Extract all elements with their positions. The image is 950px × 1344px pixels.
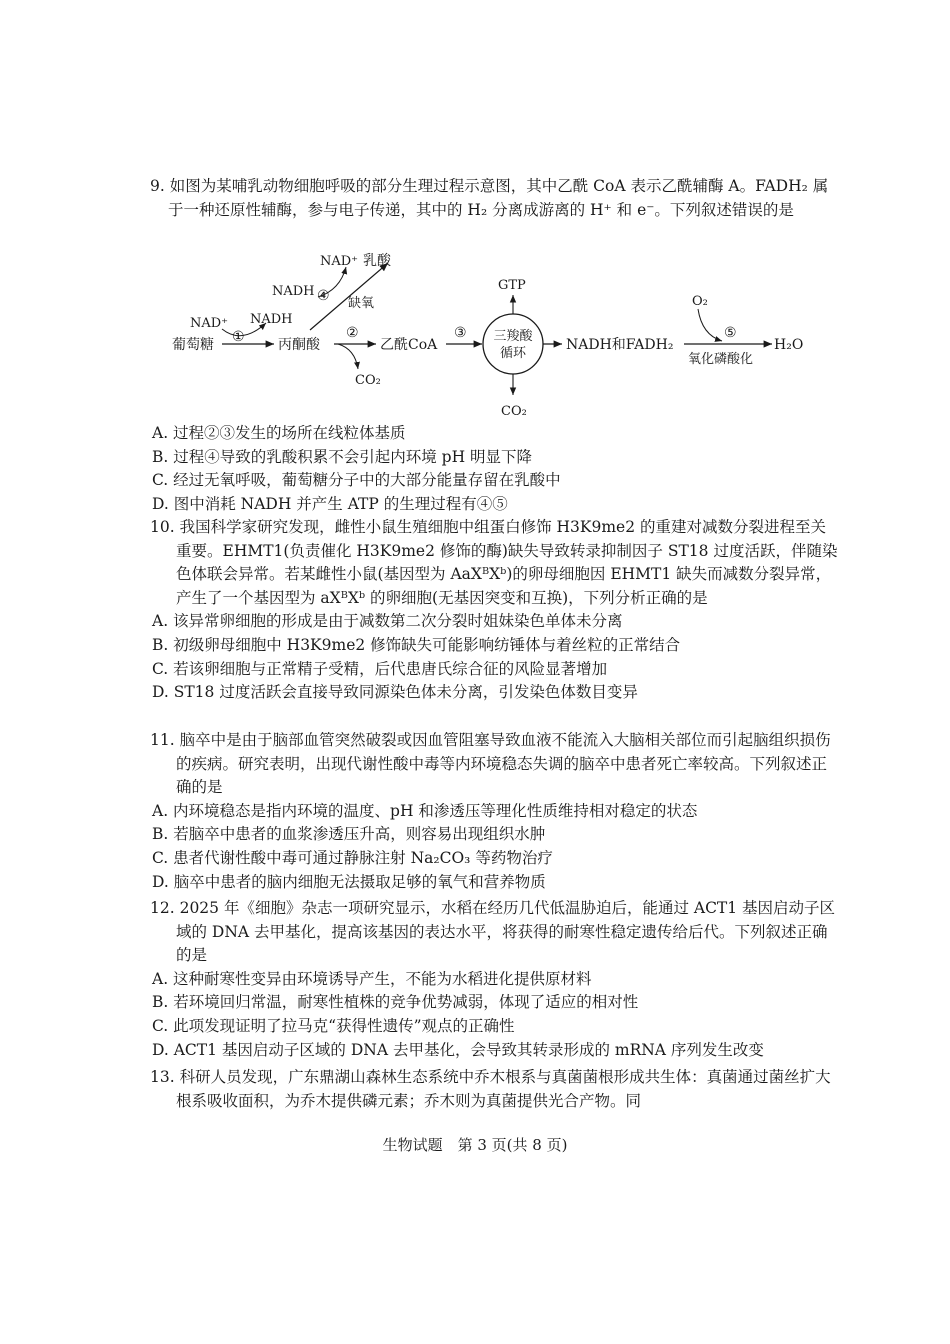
respiration-diagram bbox=[150, 245, 804, 430]
step-2-marker: ② bbox=[346, 325, 359, 341]
tca-label-line1: 三羧酸 bbox=[493, 329, 533, 344]
q9-option-d: D. 图中消耗 NADH 并产生 ATP 的生理过程有④⑤ bbox=[152, 494, 508, 513]
q12-option-d: D. ACT1 基因启动子区域的 DNA 去甲基化，会导致其转录形成的 mRNA 序列发生改变 bbox=[152, 1040, 764, 1059]
co2-label-2: CO₂ bbox=[501, 404, 527, 419]
q11-option-b: B. 若脑卒中患者的血浆渗透压升高，则容易出现组织水肿 bbox=[152, 825, 546, 844]
question-10 bbox=[150, 516, 840, 705]
q11-option-c: C. 患者代谢性酸中毒可通过静脉注射 Na₂CO₃ 等药物治疗 bbox=[152, 848, 553, 867]
tca-label-line2: 循环 bbox=[499, 346, 527, 361]
q9-option-c: C. 经过无氧呼吸，葡萄糖分子中的大部分能量存留在乳酸中 bbox=[152, 471, 561, 490]
pyruvate-label: 丙酮酸 bbox=[278, 337, 320, 353]
question-12 bbox=[150, 897, 840, 1062]
o2-curve bbox=[698, 309, 722, 341]
co2-label-1: CO₂ bbox=[355, 373, 381, 388]
co2-curve-1 bbox=[338, 344, 358, 369]
question-9 bbox=[150, 175, 840, 222]
question-9-stem: 9. 如图为某哺乳动物细胞呼吸的部分生理过程示意图，其中乙酰 CoA 表示乙酰辅酶 A。FADH₂ 属于一种还原性辅酶，参与电子传递，其中的 H₂ 分离成游离的 H⁺ 和 e⁻。下列叙述错误的是 bbox=[150, 177, 829, 219]
q10-option-d: D. ST18 过度活跃会直接导致同源染色体未分离，引发染色体数目变异 bbox=[152, 683, 638, 702]
water-label: H₂O bbox=[774, 337, 804, 353]
nadh-fadh2-label: NADH和FADH₂ bbox=[566, 337, 674, 353]
nad-plus-label-2: NAD⁺ bbox=[320, 254, 359, 269]
gtp-label: GTP bbox=[498, 278, 526, 293]
oxphos-label: 氧化磷酸化 bbox=[688, 352, 754, 367]
question-12-stem: 12. 2025 年《细胞》杂志一项研究显示，水稻在经历几代低温胁迫后，能通过 ACT1 基因启动子区域的 DNA 去甲基化，提高该基因的表达水平，将获得的耐寒性稳定遗传给后代。下列叙述正确的是 bbox=[150, 899, 836, 965]
nadh-label: NADH bbox=[250, 312, 293, 327]
q10-option-a: A. 该异常卵细胞的形成是由于减数第二次分裂时姐妹染色单体未分离 bbox=[152, 612, 623, 631]
question-11 bbox=[150, 729, 840, 894]
nad-plus-label: NAD⁺ bbox=[190, 316, 229, 331]
step-3-marker: ③ bbox=[454, 325, 467, 341]
step-1-marker: ① bbox=[232, 329, 245, 345]
o2-label: O₂ bbox=[692, 294, 708, 309]
question-9-options bbox=[150, 422, 840, 516]
question-10-stem: 10. 我国科学家研究发现，雌性小鼠生殖细胞中组蛋白修饰 H3K9me2 的重建对减数分裂进程至关重要。EHMT1(负责催化 H3K9me2 修饰的酶)缺失导致转录抑制因子 ST18 过度活跃，伴随染色体联会异常。若某雌性小鼠(基因型为 AaXᴮXᵇ)的卵母细胞因 EHMT1 缺失而减数分裂异常，产生了一个基因型为 aXᴮXᵇ 的卵细胞(无基因突变和互换)，下列分析正确的是 bbox=[150, 518, 838, 607]
lactate-label: 乳酸 bbox=[363, 253, 391, 269]
q10-option-c: C. 若该卵细胞与正常精子受精，后代患唐氏综合征的风险显著增加 bbox=[152, 659, 608, 678]
q11-option-a: A. 内环境稳态是指内环境的温度、pH 和渗透压等理化性质维持相对稳定的状态 bbox=[152, 801, 698, 820]
q12-option-c: C. 此项发现证明了拉马克“获得性遗传”观点的正确性 bbox=[152, 1016, 515, 1035]
tca-cycle-circle bbox=[483, 314, 543, 374]
q9-option-b: B. 过程④导致的乳酸积累不会引起内环境 pH 明显下降 bbox=[152, 447, 533, 466]
glucose-label: 葡萄糖 bbox=[172, 337, 214, 353]
q10-option-b: B. 初级卵母细胞中 H3K9me2 修饰缺失可能影响纺锤体与着丝粒的正常结合 bbox=[152, 635, 681, 654]
nadh-label-2: NADH bbox=[272, 284, 315, 299]
q12-option-b: B. 若环境回归常温，耐寒性植株的竞争优势减弱，体现了适应的相对性 bbox=[152, 993, 639, 1012]
step-5-marker: ⑤ bbox=[724, 325, 737, 341]
q9-option-a: A. 过程②③发生的场所在线粒体基质 bbox=[152, 424, 406, 442]
question-11-stem: 11. 脑卒中是由于脑部血管突然破裂或因血管阻塞导致血液不能流入大脑相关部位而引起脑组织损伤的疾病。研究表明，出现代谢性酸中毒等内环境稳态失调的脑卒中患者死亡率较高。下列叙述正确的是 bbox=[150, 731, 831, 797]
question-13 bbox=[150, 1066, 840, 1113]
acetyl-coa-label: 乙酰CoA bbox=[380, 337, 438, 353]
page-footer: 生物试题 第 3 页(共 8 页) bbox=[382, 1136, 568, 1154]
q12-option-a: A. 这种耐寒性变异由环境诱导产生，不能为水稻进化提供原材料 bbox=[152, 969, 592, 988]
q11-option-d: D. 脑卒中患者的脑内细胞无法摄取足够的氧气和营养物质 bbox=[152, 872, 546, 891]
step-4-marker: ④ bbox=[317, 288, 330, 304]
anoxia-label: 缺氧 bbox=[348, 296, 375, 311]
question-13-stem: 13. 科研人员发现，广东鼎湖山森林生态系统中乔木根系与真菌菌根形成共生体：真菌通过菌丝扩大根系吸收面积，为乔木提供磷元素；乔木则为真菌提供光合产物。同 bbox=[150, 1068, 831, 1110]
